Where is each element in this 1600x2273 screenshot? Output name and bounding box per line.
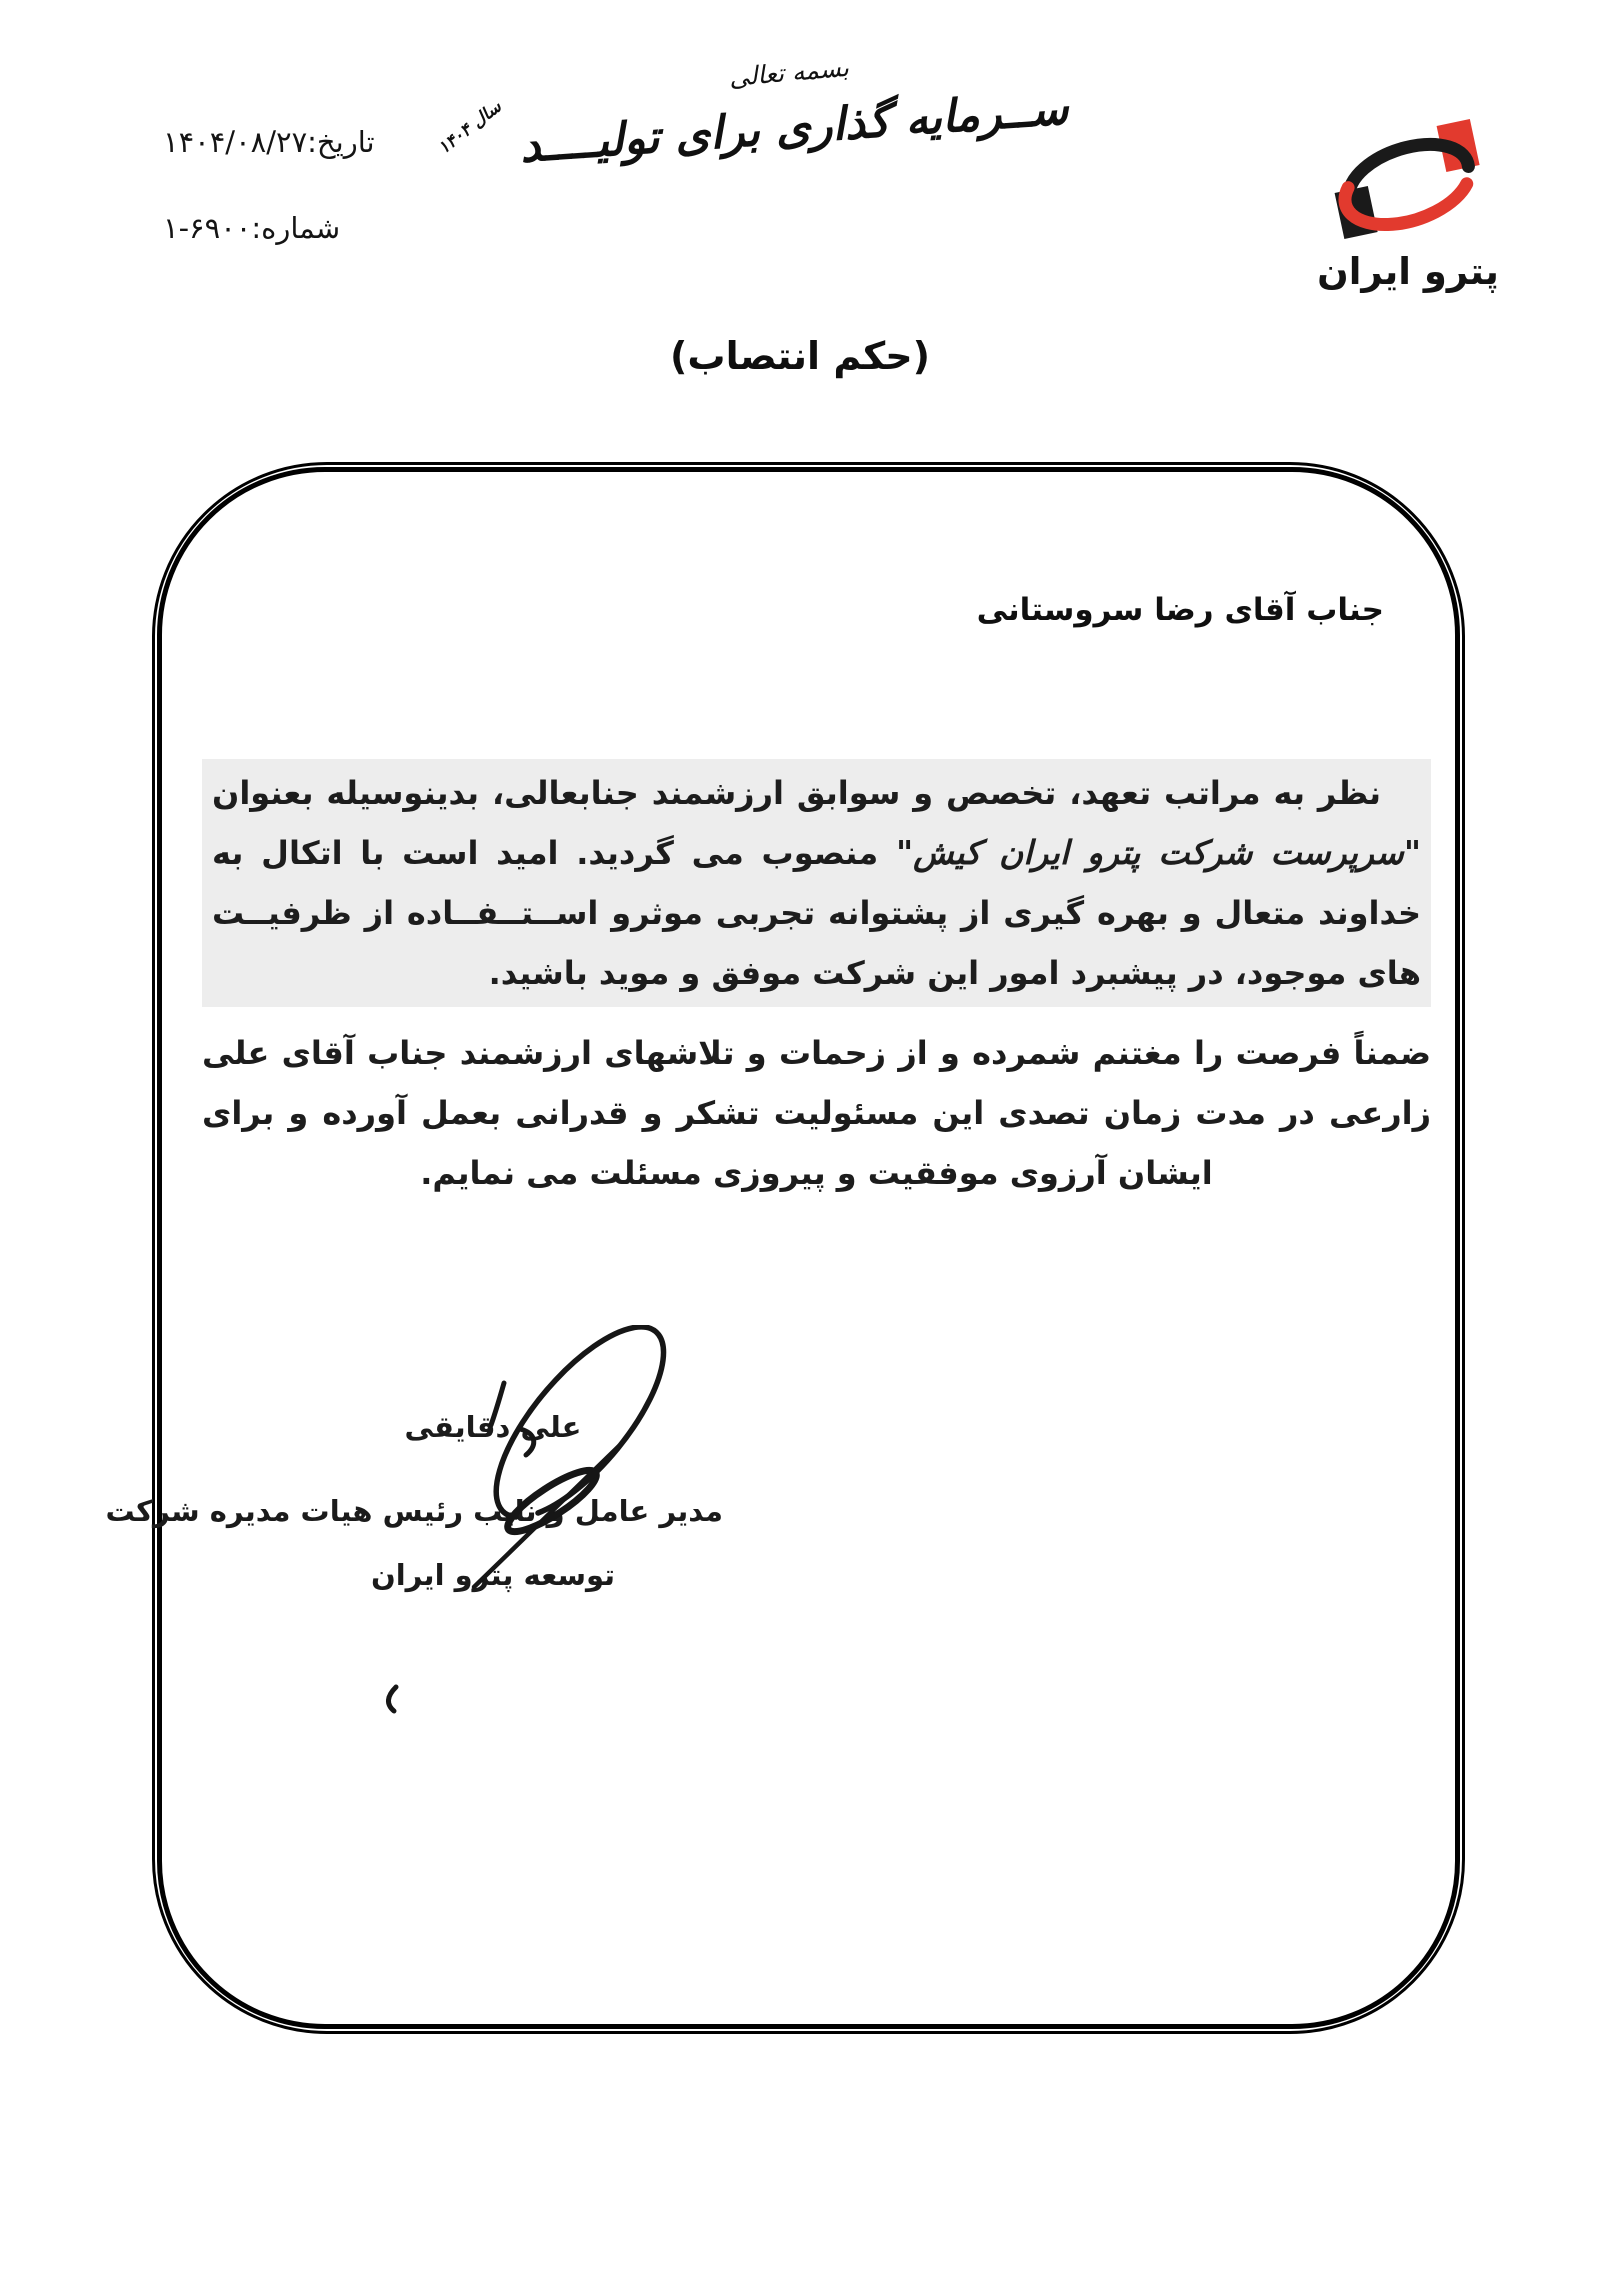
date-label: تاریخ: bbox=[307, 125, 375, 159]
paragraph-appointment bbox=[202, 759, 1431, 1007]
paragraph1-closing: منصوب می گردید. امید است با اتکال به خداوند متعال و بهره گیری از پشتوانه تجربی موثرو اســتــفــاده از ظرفیــت های موجود، در پیشبرد امور این شرکت موفق و موید باشید. bbox=[212, 834, 1421, 992]
company-name-emphasis: "سرپرست شرکت پترو ایران کیش" bbox=[895, 833, 1422, 872]
number-value: ۱-۶۹۰۰ bbox=[163, 211, 252, 245]
logo-wordmark: پترو ایران bbox=[1317, 250, 1499, 293]
addressee-line: جناب آقای رضا سروستانی bbox=[976, 592, 1384, 628]
paragraph1-opening: نظر به مراتب تعهد، تخصص و سوابق ارزشمند جنابعالی، بدینوسیله بعنوان bbox=[212, 774, 1381, 812]
petroiran-logo-icon bbox=[1312, 90, 1504, 250]
signatory-title: مدیر عامل و نایب رئیس هیات مدیره شرکت bbox=[105, 1494, 723, 1528]
header-date-block bbox=[163, 116, 425, 254]
paragraph-gratitude: ضمناً فرصت را مغتنم شمرده و از زحمات و تلاشهای ارزشمند جناب آقای علی زارعی در مدت زمان تصدی این مسئولیت تشکر و قدرانی بعمل آورده و برای ایشان آرزوی موفقیت و پیروزی مسئلت می نمایم. bbox=[202, 1034, 1431, 1192]
slogan-year: سال ۱۴۰۴ bbox=[434, 96, 506, 159]
date-value: ۱۴۰۴/۰۸/۲۷ bbox=[163, 125, 308, 159]
date-row bbox=[163, 116, 425, 168]
appointment-heading: (حکم انتصاب) bbox=[670, 334, 930, 378]
letter-frame bbox=[105, 462, 1465, 2034]
slogan-text: ســرمایه گذاری برای تولیــــد bbox=[518, 81, 1070, 173]
bismillah-text: بسمه تعالی bbox=[727, 52, 850, 93]
company-logo bbox=[1312, 90, 1504, 293]
signature-ink-icon bbox=[300, 1325, 750, 1725]
bismillah-block bbox=[434, 52, 1070, 173]
letter-body bbox=[105, 473, 1454, 2023]
signatory-company: توسعه پترو ایران bbox=[370, 1558, 616, 1592]
signatory-name: علی دقایقی bbox=[404, 1410, 582, 1444]
number-row bbox=[163, 202, 425, 254]
number-label: شماره: bbox=[251, 211, 341, 245]
